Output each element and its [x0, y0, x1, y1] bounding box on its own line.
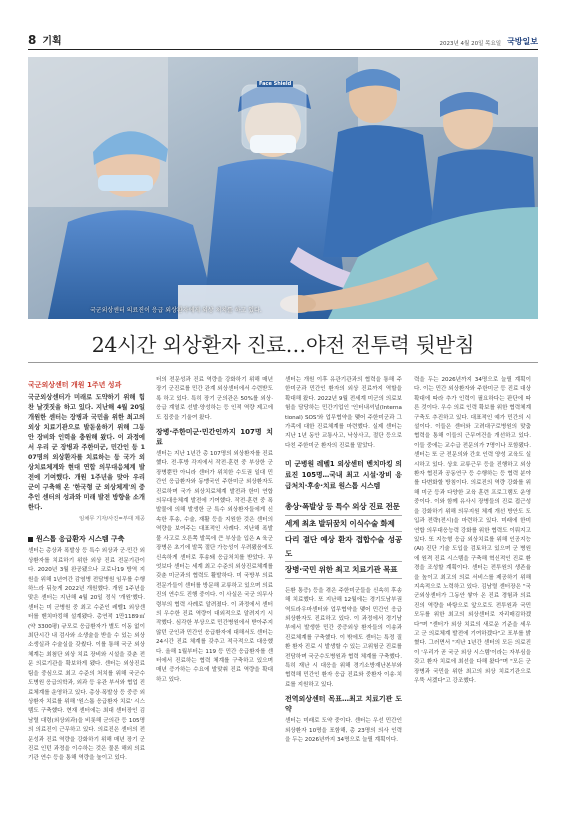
newspaper-name: 국방일보 — [507, 36, 538, 46]
highlight-line: 총상·폭발상 등 특수 외상 진료 전문 — [285, 500, 402, 516]
body-text: 센터는 미래로 도약 중이다. 센터는 우선 민간인 외상환자 10명을 포함해, 총 23명의 의사 인력을 두는 2026년까지 34명으로 늘릴 계획이다. — [285, 718, 402, 744]
header-rule — [28, 49, 538, 50]
article-column-1 — [28, 376, 145, 764]
highlight-line: 장병·국민 위한 최고 치료기관 목표 — [285, 563, 402, 579]
body-text: 센터는 개원 이후 유관기관과의 협력을 통해 주한미군과 민간인 환자의 외상 진료까지 역할을 확대해 왔다. 2022년 9월 전세계 미군의 의료보험을 담당하는 민간기업인 '인터내셔널(International) SOS'와 업무협약을 맺어 주한미군과 그 가족에 대한 진료체계를 마련했다. 실제 센터는 지난 1년 동안 교통사고, 낙상사고, 절단 등으로 다친 주한미군 환자의 진료를 맡았다. — [285, 377, 402, 449]
body-text: 든환 통증) 등을 겪은 주한미군들을 신속히 후송해 치료했다. 또 지난해 12월에는 경기도남부권역트라우마센터와 업무협약을 맺어 민간인 응급 외상환자도 진료하고 있다. 이 과정에서 경기남부에서 발생한 민간 중증외상 환자들의 이송과 진료체계를 구축했다. 이 밖에도 센터는 특정 질환 환자 진료 시 발생할 수 있는 고위험군 진료를 전담하며 국군수도병원과 협력 체계를 구축했다. 특히 재난 시 대응을 위해 경기소방재난본부와 협력해 민간인 환자 응급 진료와 중환자 이송·치료를 지원하고 있다. — [285, 587, 402, 688]
kicker: 국군외상센터 개원 1주년 성과 — [28, 381, 122, 389]
subheading-107-patients: 장병·주한미군·민간인까지 107명 치료 — [156, 428, 273, 447]
feature-photo — [28, 57, 538, 319]
page-number: 8 — [28, 33, 37, 47]
highlight-box — [285, 500, 402, 579]
body-text: 터의 전문성과 진료 역량을 강화하기 위해 매년 장기 군진료를 민간 관계 외상센터에서 수련받도록 하고 있다. 특히 장기 군의관은 50%를 외상·응급 계열로 선발·양성하는 등 인적 역량 제고에도 집중을 기울여 왔다. — [156, 377, 273, 421]
section-name: 기획 — [42, 36, 62, 47]
highlight-line: 세계 최초 발뒤꿈치 이식수술 화제 — [285, 517, 402, 533]
medical-staff-illustration — [28, 57, 538, 319]
highlight-box-title: 미 군병원 레벨1 외상센터 벤치마킹 의료진 105명…국내 최고 시설·장비 응급처치·후송·치료 원스톱 시스템 — [285, 460, 402, 491]
article-column-2 — [156, 376, 273, 685]
headline-rule — [28, 362, 538, 363]
subheading-future: 전역외상센터 목표…최고 치료기관 도약 — [285, 695, 402, 714]
article-column-4 — [414, 376, 531, 686]
headline: 24시간 외상환자 진료…야전 전투력 뒷받침 — [91, 333, 475, 357]
body-text: 센터는 총상과 폭발상 등 특수 외상과 군·민간 외상환자를 치료하기 위한 외상 진료 전문기관이다. 2020년 3월 완공됐으나 코로나19 방역 지원을 위해 1년여간 감염병 전담병원 임무를 수행하느라 뒤늦게 2022년 개원했다. 개원 1주년을 맞은 센터는 지난해 4월 20일 정식 '개원'했다. 센터는 미 군병원 중 최고 수준인 레벨1 외상센터를 벤치마킹해 설계됐다. 총연적 1만1189㎡(약 3300평) 규모로 응급환자가 별도 이동 없이 최단시간 내 검사와 소생술을 받을 수 있는 외상소생실과 수술실을 갖췄다. 이를 통해 국군 외상체계는 최첨단 외상 치료 장비와 시설을 갖춘 전문 의료기관을 확보하게 됐다. 센터는 외상진료팀을 중심으로 최고 수준의 처치를 위해 국군수도병원 응급의학과, 외과 등 유관 부서와 협업 진료체계를 운영하고 있다. 총상·폭발상 등 중증 외상환자 치료를 위해 '원스톱 응급환자 치료' 시스템도 구축했다. 현재 센터에는 최대 센터장인 김남렬 대령(외상외과)을 비롯해 군의관 등 105명의 의료진이 근무하고 있다. 의료진은 센터의 전문성과 진료 역량을 강화하기 위해 매년 장기 군진료 인턴 과정을 이수하는 것은 물론 해외 의료기관 연수 등을 통해 역량을 높이고 있다. — [28, 548, 145, 762]
body-text: 력을 두는 2026년까지 34명으로 늘릴 계획이다. 이는 민간 외상환자와 주한미군 등 진료 대상 확대에 따라 추가 인력이 필요하다는 판단에 따른 것이다. 우수 의료 인력 확보를 위한 협력체계 구축도 추진하고 있다. 대표적인 예가 민간의 시설이다. 이들은 센터와 고려대구로병원의 맞춤 협력을 통해 이들의 근무여건을 개선하고 있다. 이들 중에는 교수급 전문의가 7명이나 포함됐다. 센터는 또 군 전문의와 간호 인력 양성 교육도 실시하고 있다. 상호 교류근무 등을 진행하고 외상환자 협진과 공동연구 등 수행하는 등 협력 분야를 다변화할 방침이다. 의료진의 역량 강화를 위해 미군 등과 다양한 교육 훈련 프로그램도 운영 중이다. 이와 함께 유사시 장병들의 진료 접근성을 강화하기 위해 의무지원 체계 개선 방안도 도입과 전략(전시)을 마련하고 있다. 미래에 한미 연합 의무대응능력 강화를 위한 협력도 이뤄지고 있다. 또 지능형 응급 외상치료를 위해 인공지능(AI) 진단 기술 도입을 검토하고 있으며 군 병원에 원격 진료 시스템을 구축해 혁신적인 진료 환경을 조성할 계획이다. 센터는 전투원의 생존율을 높이고 최고의 의료 서비스를 제공하기 위해 지속적으로 노력하고 있다. 김남렬 센터장은 "국군외상센터가 그동안 쌓아 온 진료 경험과 의료진의 역량을 바탕으로 앞으로도 전투원과 국민 모두를 위한 최고의 외상센터로 자리매김하겠다"며 "센터가 외상 치료의 새로운 기준을 세우고 군 의료체계 발전에 기여하겠다"고 포부를 밝혔다. 그러면서 "지난 1년간 센터의 모든 의료진이 '우리가 곧 국군 외상 시스템'이라는 자부심을 갖고 환자 치료에 최선을 다해 왔다"며 "모든 군 장병과 국민을 위한 최고의 외상 치료기관으로 우뚝 서겠다"고 강조했다. — [414, 377, 531, 684]
subheading-one-stop — [28, 534, 145, 544]
body-text: 센터는 지난 1년간 총 107명의 외상환자를 진료했다. 전·후방 각지에서 작전·훈련 중 부상한 군 장병뿐만 아니라 센터가 위치한 수도권 일대 민간인 응급환자와 동맹국인 주한미군 외상환자도 진료하며 국가 외상치료체계 발전과 한미 연합 의무대응체계 발전에 기여했다. 작전·훈련 중 폭발물에 의해 발생한 군 특수 외상환자들에게 신속한 후송, 수술, 재활 등을 지원한 것은 센터의 역량을 보여주는 대표적인 사례다. 지난해 폭발물 사고로 오른쪽 발목에 큰 부상을 입은 A 육군 장병은 초기에 발목 절단 가능성이 우려됐음에도 신속하게 센터로 후송돼 응급처치를 받았다. 무엇보다 센터는 세계 최고 수준의 외상진료체계를 갖춘 미군과의 협력도 활발하다. 미 국방부 의료 전문가들이 센터를 방문해 교류하고 있으며 의료진의 연수도 진행 중이다. 이 사실은 국군 의무사령부의 협력 사례로 알려졌다. 이 과정에서 센터의 우수한 진료 역량이 대외적으로 알려지기 시작했다. 심각한 부상으로 민간병원에서 받아주지 않던 군인과 민간인 응급환자에 대해서도 센터는 24시간 진료 체계를 갖추고 적극적으로 대응했다. 올해 1월부터는 119 등 민간 응급환자를 센터에서 진료하는 협력 체계를 구축하고 있으며 매년 증가하는 수요에 발맞춰 진료 역량을 확대하고 있다. — [156, 451, 273, 683]
byline: 임채무 기자/사진=부대 제공 — [79, 516, 145, 522]
lead-paragraph: 국군외상센터가 미래로 도약하기 위해 힘찬 날갯짓을 하고 있다. 지난해 4월 20일 개원한 센터는 장병과 국민을 위한 최고의 외상 치료기관으로 발돋움하기 위해 그동안 장비와 인력을 충원해 왔다. 이 과정에서 우리 군 장병과 주한미군, 민간인 등 107명의 외상환자를 치료하는 등 국가 외상치료체계와 현대 연합 의무대응체계 발전에 기여했다. 개원 1주년을 맞아 우리 군이 구축해 온 '한국형 군 외상체계'의 중추인 센터의 성과와 미래 발전 방향을 소개한다. — [28, 394, 145, 511]
subheading-text: 원스톱 응급환자 시스템 구축 — [36, 535, 125, 544]
article-column-3 — [285, 376, 402, 745]
highlight-line: 다리 절단 예상 환자 접합수술 성공도 — [285, 533, 402, 562]
photo-caption: 국군외상센터 의료진이 응급 외상환자에게 외상 처치를 하고 있다. — [90, 307, 262, 314]
face-shield-label: Face Shield — [259, 81, 292, 87]
bullet-icon — [28, 537, 33, 542]
issue-date: 2023년 4월 20일 목요일 — [439, 41, 502, 47]
page-header — [28, 31, 538, 47]
